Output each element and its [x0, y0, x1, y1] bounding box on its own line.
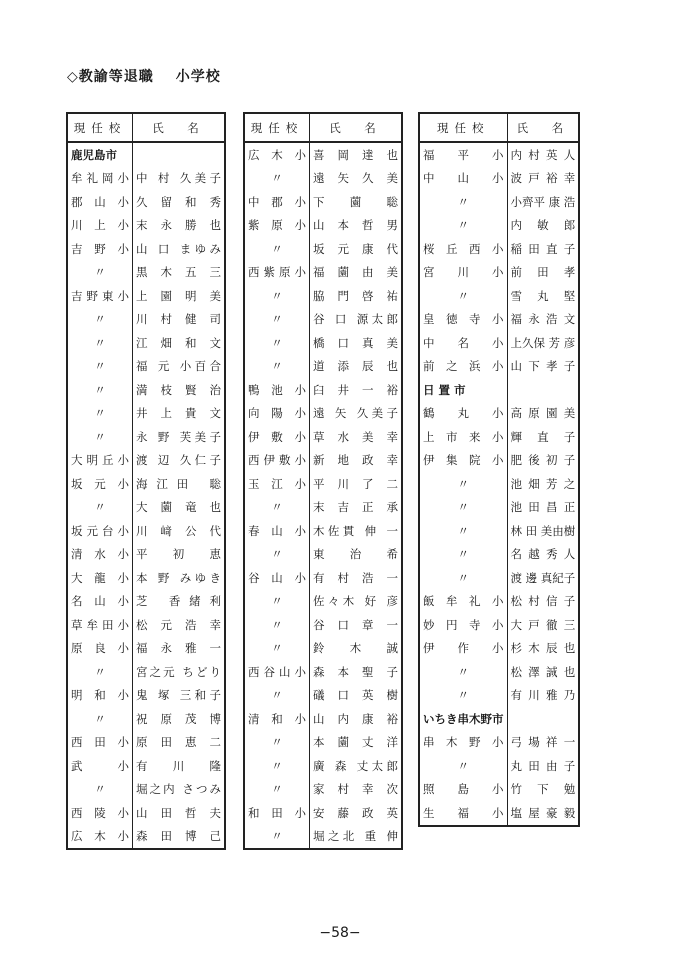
name-cell: 原 田 恵 二 [136, 735, 221, 750]
table-row [419, 801, 579, 826]
school-cell: 大 龍 小 [67, 566, 133, 590]
school-cell: 伊 敷 小 [244, 425, 310, 449]
table-row [244, 637, 402, 661]
name-cell: 木佐貫 伸 一 [313, 523, 398, 538]
name-cell: 山 本 哲 男 [313, 218, 398, 233]
table-header-row [419, 113, 579, 142]
school-cell: 〃 [419, 284, 507, 308]
name-cell: 平 初 恵 [136, 547, 221, 562]
school-cell: 大明丘小 [67, 449, 133, 473]
subheading-text: 小学校 [175, 69, 221, 85]
table-row [244, 214, 402, 238]
school-cell: 〃 [67, 355, 133, 379]
name-cell: 本 薗 丈 洋 [313, 735, 398, 750]
name-cell: 喜 岡 達 也 [313, 147, 398, 162]
table-row [419, 660, 579, 684]
name-cell: 谷 口 章 一 [313, 617, 398, 632]
table-header-row [244, 113, 402, 142]
table-row [244, 237, 402, 261]
table-row [419, 472, 579, 496]
page-number: −58− [319, 925, 361, 941]
school-cell: 〃 [419, 496, 507, 520]
table-row [67, 284, 225, 308]
name-cell: 塩 屋 豪 毅 [510, 805, 576, 820]
school-cell: 〃 [244, 331, 310, 355]
table-row [67, 613, 225, 637]
name-cell: 大 薗 竜 也 [136, 500, 221, 515]
name-cell: 本 野 みゆき [136, 570, 221, 585]
name-cell: 山 口 まゆみ [136, 241, 221, 256]
table-row [67, 707, 225, 731]
table-header-row [67, 113, 225, 142]
school-cell: 〃 [244, 167, 310, 191]
name-cell: 堀之内 さつみ [136, 782, 221, 797]
school-cell: 〃 [67, 402, 133, 426]
table-row [67, 684, 225, 708]
table-row [67, 801, 225, 825]
page-heading [67, 66, 221, 86]
table-row [244, 590, 402, 614]
school-cell: 西 田 小 [67, 731, 133, 755]
header-school: 現任校 [244, 113, 310, 142]
school-cell: 〃 [244, 355, 310, 379]
table-row [67, 825, 225, 850]
table-row [67, 731, 225, 755]
name-cell: 林 田 美由樹 [510, 523, 576, 538]
school-cell: 〃 [419, 519, 507, 543]
table-row [419, 566, 579, 590]
name-cell: 有 川 雅 乃 [510, 688, 576, 703]
school-cell: 宮 川 小 [419, 261, 507, 285]
name-cell: 中 村 久美子 [136, 171, 221, 186]
name-cell [507, 378, 579, 402]
name-cell: 福 永 雅 一 [136, 641, 221, 656]
school-cell: 〃 [244, 543, 310, 567]
name-cell: 礒 口 英 樹 [313, 688, 398, 703]
table-row [419, 402, 579, 426]
name-cell: 松 澤 誠 也 [510, 664, 576, 679]
school-cell: 吉野東小 [67, 284, 133, 308]
school-cell: 武 小 [67, 754, 133, 778]
name-cell: 杉 木 辰 也 [510, 641, 576, 656]
table-row [244, 167, 402, 191]
table-row [419, 754, 579, 778]
name-cell [507, 707, 579, 731]
table-row [244, 754, 402, 778]
school-cell: 草牟田小 [67, 613, 133, 637]
school-cell: 〃 [419, 684, 507, 708]
name-cell: 川 村 健 司 [136, 312, 221, 327]
table-row [67, 496, 225, 520]
table-row [244, 190, 402, 214]
school-cell: 〃 [244, 637, 310, 661]
school-cell: 〃 [244, 237, 310, 261]
table-row [67, 754, 225, 778]
table-row [67, 472, 225, 496]
school-cell: 〃 [419, 754, 507, 778]
name-cell: 佐々木 好 彦 [313, 594, 398, 609]
name-cell: 海江田 聡 [136, 476, 221, 491]
school-cell: 西紫原小 [244, 261, 310, 285]
table-row [67, 142, 225, 167]
school-cell: 〃 [419, 472, 507, 496]
table-row [419, 142, 579, 167]
name-cell: 名 越 秀 人 [510, 547, 576, 562]
school-cell: 〃 [67, 331, 133, 355]
name-cell: 小齊平 康 浩 [510, 194, 576, 209]
table-row [419, 237, 579, 261]
table-row [244, 613, 402, 637]
name-cell: 大 戸 徹 三 [510, 617, 576, 632]
school-cell: 川 上 小 [67, 214, 133, 238]
name-cell: 有 村 浩 一 [313, 570, 398, 585]
school-cell: 伊 作 小 [419, 637, 507, 661]
table-row [67, 214, 225, 238]
table-row [419, 543, 579, 567]
table-row [67, 519, 225, 543]
school-cell: 西 陵 小 [67, 801, 133, 825]
school-cell: 〃 [67, 308, 133, 332]
table-row [419, 590, 579, 614]
school-cell: 皇徳寺小 [419, 308, 507, 332]
school-cell: 〃 [244, 308, 310, 332]
school-cell: 〃 [419, 190, 507, 214]
name-cell: 井 上 貴 文 [136, 406, 221, 421]
table-row [244, 308, 402, 332]
table-row [67, 543, 225, 567]
table-row [67, 660, 225, 684]
name-cell: 祝 原 茂 博 [136, 711, 221, 726]
school-cell: 〃 [244, 754, 310, 778]
school-cell: 〃 [419, 660, 507, 684]
header-school: 現任校 [419, 113, 507, 142]
name-cell: 平 川 了 二 [313, 476, 398, 491]
school-cell: 〃 [244, 684, 310, 708]
school-cell: 広 木 小 [244, 142, 310, 167]
school-cell: 紫 原 小 [244, 214, 310, 238]
school-cell: 飯牟礼小 [419, 590, 507, 614]
school-cell: 玉 江 小 [244, 472, 310, 496]
name-cell: 池 田 昌 正 [510, 500, 576, 515]
table-row [244, 355, 402, 379]
table-row [419, 519, 579, 543]
school-cell: 清 和 小 [244, 707, 310, 731]
name-cell: 森 田 博 己 [136, 829, 221, 844]
school-cell: 吉 野 小 [67, 237, 133, 261]
table-row [244, 284, 402, 308]
school-cell: 〃 [244, 778, 310, 802]
school-cell: 春 山 小 [244, 519, 310, 543]
school-cell: 〃 [419, 214, 507, 238]
header-name: 氏 名 [507, 113, 579, 142]
table-row [419, 261, 579, 285]
name-cell: 波 戸 裕 幸 [510, 171, 576, 186]
name-cell: 安 藤 政 英 [313, 805, 398, 820]
name-cell: 新 地 政 幸 [313, 453, 398, 468]
name-cell: 宮之元 ちどり [136, 664, 221, 679]
school-cell: 〃 [244, 613, 310, 637]
name-cell: 東 治 希 [313, 547, 398, 562]
teacher-table-3 [418, 112, 580, 827]
table-row [244, 825, 402, 850]
name-cell: 内 敏 郎 [510, 218, 576, 233]
table-row [244, 142, 402, 167]
name-cell: 家 村 幸 次 [313, 782, 398, 797]
table-row [244, 449, 402, 473]
name-cell: 稲 田 直 子 [510, 241, 576, 256]
table-row [419, 707, 579, 731]
school-cell: 原 良 小 [67, 637, 133, 661]
school-cell: 串木野小 [419, 731, 507, 755]
name-cell: 末 永 勝 也 [136, 218, 221, 233]
school-cell: 〃 [244, 825, 310, 850]
school-cell: 広 木 小 [67, 825, 133, 850]
name-cell: 渡 辺 久仁子 [136, 453, 221, 468]
name-cell: 山 内 康 裕 [313, 711, 398, 726]
table-row [419, 449, 579, 473]
table-row [67, 355, 225, 379]
school-cell: 伊集院小 [419, 449, 507, 473]
school-cell: 〃 [419, 543, 507, 567]
school-cell: 〃 [419, 566, 507, 590]
table-row [244, 402, 402, 426]
name-cell: 松 元 浩 幸 [136, 617, 221, 632]
table-row [244, 472, 402, 496]
name-cell: 輝 直 子 [510, 429, 576, 444]
school-cell: 桜丘西小 [419, 237, 507, 261]
school-cell: 谷 山 小 [244, 566, 310, 590]
school-cell: 鶴 丸 小 [419, 402, 507, 426]
table-row [244, 496, 402, 520]
table-row [67, 566, 225, 590]
heading-text: ◇教諭等退職 [67, 69, 154, 85]
name-cell: 遠 矢 久美子 [313, 406, 398, 421]
school-cell: 〃 [67, 261, 133, 285]
table-row [244, 566, 402, 590]
name-cell: 池 畑 芳 之 [510, 476, 576, 491]
name-cell: 雪 丸 堅 [510, 288, 576, 303]
table-row [244, 660, 402, 684]
table-row [419, 167, 579, 191]
school-cell: 〃 [244, 731, 310, 755]
table-row [419, 613, 579, 637]
name-cell: 末 吉 正 承 [313, 500, 398, 515]
school-cell: 上市来小 [419, 425, 507, 449]
name-cell: 丸 田 由 子 [510, 758, 576, 773]
school-cell: 和 田 小 [244, 801, 310, 825]
teacher-table-2 [243, 112, 403, 850]
table-row [244, 331, 402, 355]
table-row [419, 496, 579, 520]
table-row [67, 237, 225, 261]
header-name: 氏 名 [310, 113, 403, 142]
school-cell: 中 名 小 [419, 331, 507, 355]
name-cell: 有 川 隆 [136, 758, 221, 773]
header-name: 氏 名 [133, 113, 226, 142]
table-row [244, 684, 402, 708]
table-row [244, 543, 402, 567]
table-row [67, 167, 225, 191]
school-cell: 生 福 小 [419, 801, 507, 826]
table-row [419, 637, 579, 661]
table-row [244, 519, 402, 543]
table-row [419, 355, 579, 379]
name-cell: 橋 口 真 美 [313, 335, 398, 350]
name-cell: 遠 矢 久 美 [313, 171, 398, 186]
name-cell: 上久保 芳 彦 [510, 335, 576, 350]
table-row [67, 261, 225, 285]
table-row [67, 590, 225, 614]
name-cell: 下 薗 聡 [313, 194, 398, 209]
school-cell: 明 和 小 [67, 684, 133, 708]
table-row [244, 378, 402, 402]
table-row [419, 331, 579, 355]
table-row [67, 449, 225, 473]
table-row [67, 308, 225, 332]
table-row [67, 425, 225, 449]
name-cell: 前 田 孝 [510, 265, 576, 280]
school-cell: 坂元台小 [67, 519, 133, 543]
name-cell: 上 園 明 美 [136, 288, 221, 303]
table-row [244, 801, 402, 825]
name-cell: 高 原 園 美 [510, 406, 576, 421]
school-cell: 〃 [67, 496, 133, 520]
teacher-table-1 [66, 112, 226, 850]
name-cell: 草 水 美 幸 [313, 429, 398, 444]
school-cell: 向 陽 小 [244, 402, 310, 426]
school-cell: 〃 [67, 425, 133, 449]
name-cell: 松 村 信 子 [510, 594, 576, 609]
name-cell: 内 村 英 人 [510, 147, 576, 162]
city-heading: いちき串木野市 [419, 707, 507, 731]
name-cell: 廣 森 丈太郎 [313, 758, 398, 773]
table-row [67, 331, 225, 355]
table-row [419, 284, 579, 308]
table-row [244, 731, 402, 755]
name-cell: 芝 香緒利 [136, 594, 221, 609]
school-cell: 中 郡 小 [244, 190, 310, 214]
name-cell: 渡 邊 真紀子 [510, 570, 576, 585]
name-cell: 川 﨑 公 代 [136, 523, 221, 538]
school-cell: 前之浜小 [419, 355, 507, 379]
table-row [419, 308, 579, 332]
name-cell: 山 下 孝 子 [510, 359, 576, 374]
school-cell: 〃 [67, 707, 133, 731]
table-row [419, 684, 579, 708]
name-cell: 堀之北 重 伸 [313, 829, 398, 844]
name-cell: 江 畑 和 文 [136, 335, 221, 350]
name-cell: 福 永 浩 文 [510, 312, 576, 327]
school-cell: 郡 山 小 [67, 190, 133, 214]
school-cell: 西伊敷小 [244, 449, 310, 473]
name-cell: 谷 口 源太郎 [313, 312, 398, 327]
school-cell: 清 水 小 [67, 543, 133, 567]
table-row [419, 778, 579, 802]
name-cell: 鬼 塚 三和子 [136, 688, 221, 703]
name-cell: 竹 下 勉 [510, 782, 576, 797]
school-cell: 〃 [67, 660, 133, 684]
school-cell: 〃 [67, 778, 133, 802]
header-school: 現任校 [67, 113, 133, 142]
table-row [67, 637, 225, 661]
name-cell: 黒 木 五 三 [136, 265, 221, 280]
name-cell: 坂 元 康 代 [313, 241, 398, 256]
table-row [244, 261, 402, 285]
school-cell: 名 山 小 [67, 590, 133, 614]
school-cell: 中 山 小 [419, 167, 507, 191]
table-row [67, 378, 225, 402]
name-cell: 弓 場 祥 一 [510, 735, 576, 750]
table-row [244, 778, 402, 802]
city-heading: 鹿児島市 [67, 142, 133, 167]
table-row [419, 190, 579, 214]
name-cell: 福 薗 由 美 [313, 265, 398, 280]
table-row [244, 707, 402, 731]
school-cell: 坂 元 小 [67, 472, 133, 496]
name-cell: 森 本 聖 子 [313, 664, 398, 679]
name-cell: 道 添 辰 也 [313, 359, 398, 374]
name-cell: 臼 井 一 裕 [313, 382, 398, 397]
school-cell: 妙円寺小 [419, 613, 507, 637]
table-row [67, 190, 225, 214]
school-cell: 照 島 小 [419, 778, 507, 802]
school-cell: 〃 [244, 284, 310, 308]
school-cell: 〃 [67, 378, 133, 402]
table-row [244, 425, 402, 449]
school-cell: 福 平 小 [419, 142, 507, 167]
school-cell: 〃 [244, 496, 310, 520]
name-cell [133, 142, 226, 167]
name-cell: 脇 門 啓 祐 [313, 288, 398, 303]
table-row [419, 731, 579, 755]
name-cell: 山 田 哲 夫 [136, 805, 221, 820]
city-heading: 日 置 市 [419, 378, 507, 402]
table-row [67, 778, 225, 802]
name-cell: 久 留 和 秀 [136, 194, 221, 209]
name-cell: 肥 後 初 子 [510, 453, 576, 468]
school-cell: 〃 [244, 590, 310, 614]
school-cell: 西谷山小 [244, 660, 310, 684]
table-row [419, 214, 579, 238]
table-row [419, 425, 579, 449]
school-cell: 鴨 池 小 [244, 378, 310, 402]
name-cell: 鈴 木 誠 [313, 641, 398, 656]
school-cell: 牟礼岡小 [67, 167, 133, 191]
name-cell: 永 野 芙美子 [136, 429, 221, 444]
table-row [67, 402, 225, 426]
table-row [419, 378, 579, 402]
name-cell: 満 枝 賢 治 [136, 382, 221, 397]
name-cell: 福 元 小百合 [136, 359, 221, 374]
